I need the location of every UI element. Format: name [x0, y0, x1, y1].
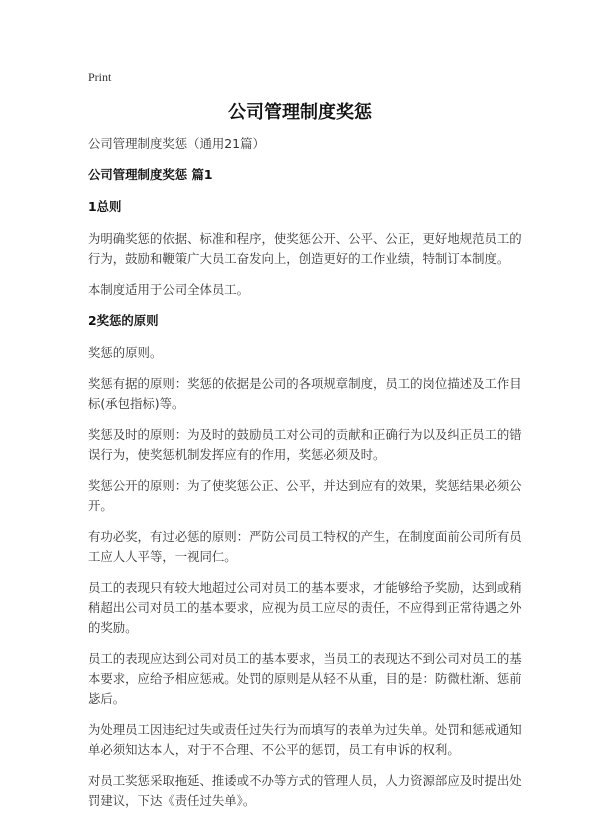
paragraph: 奖惩的原则。: [88, 345, 163, 360]
paragraph: 对员工奖惩采取拖延、推诿或不办等方式的管理人员，人力资源部应及时提出处罚建议，下达《责任过失单》。: [88, 773, 522, 808]
heading-principles: 2奖惩的原则: [88, 313, 159, 328]
document-subtitle: 公司管理制度奖惩（通用21篇）: [88, 136, 265, 151]
paragraph: 员工的表现应达到公司对员工的基本要求，当员工的表现达不到公司对员工的基本要求，应给予相应惩戒。处罚的原则是从轻不从重，目的是：防微杜渐、惩前毖后。: [88, 651, 522, 706]
paragraph: 本制度适用于公司全体员工。: [88, 282, 250, 297]
document-title: 公司管理制度奖惩: [228, 102, 372, 123]
section-heading: 公司管理制度奖惩 篇1: [88, 167, 213, 182]
paragraph: 奖惩公开的原则：为了使奖惩公正、公平，并达到应有的效果，奖惩结果必须公开。: [88, 478, 522, 513]
print-link[interactable]: Print: [88, 70, 112, 84]
paragraph: 有功必奖，有过必惩的原则：严防公司员工特权的产生，在制度面前公司所有员工应人人平等，一视同仁。: [88, 529, 522, 564]
paragraph: 奖惩有据的原则：奖惩的依据是公司的各项规章制度，员工的岗位描述及工作目标(承包指标)等。: [88, 376, 522, 411]
paragraph: 奖惩及时的原则：为及时的鼓励员工对公司的贡献和正确行为以及纠正员工的错误行为，使奖惩机制发挥应有的作用，奖惩必须及时。: [88, 427, 522, 462]
document-body: [88, 134, 524, 822]
paragraph: 为明确奖惩的依据、标准和程序，使奖惩公开、公平、公正，更好地规范员工的行为，鼓励和鞭策广大员工奋发向上，创造更好的工作业绩，特制订本制度。: [88, 231, 522, 266]
paragraph: 员工的表现只有较大地超过公司对员工的基本要求，才能够给予奖励，达到或稍稍超出公司对员工的基本要求，应视为员工应尽的责任，不应得到正常待遇之外的奖励。: [88, 580, 522, 635]
heading-general: 1总则: [88, 199, 122, 214]
paragraph: 为处理员工因违纪过失或责任过失行为而填写的表单为过失单。处罚和惩戒通知单必须知达本人，对于不合理、不公平的惩罚，员工有申诉的权利。: [88, 722, 522, 757]
